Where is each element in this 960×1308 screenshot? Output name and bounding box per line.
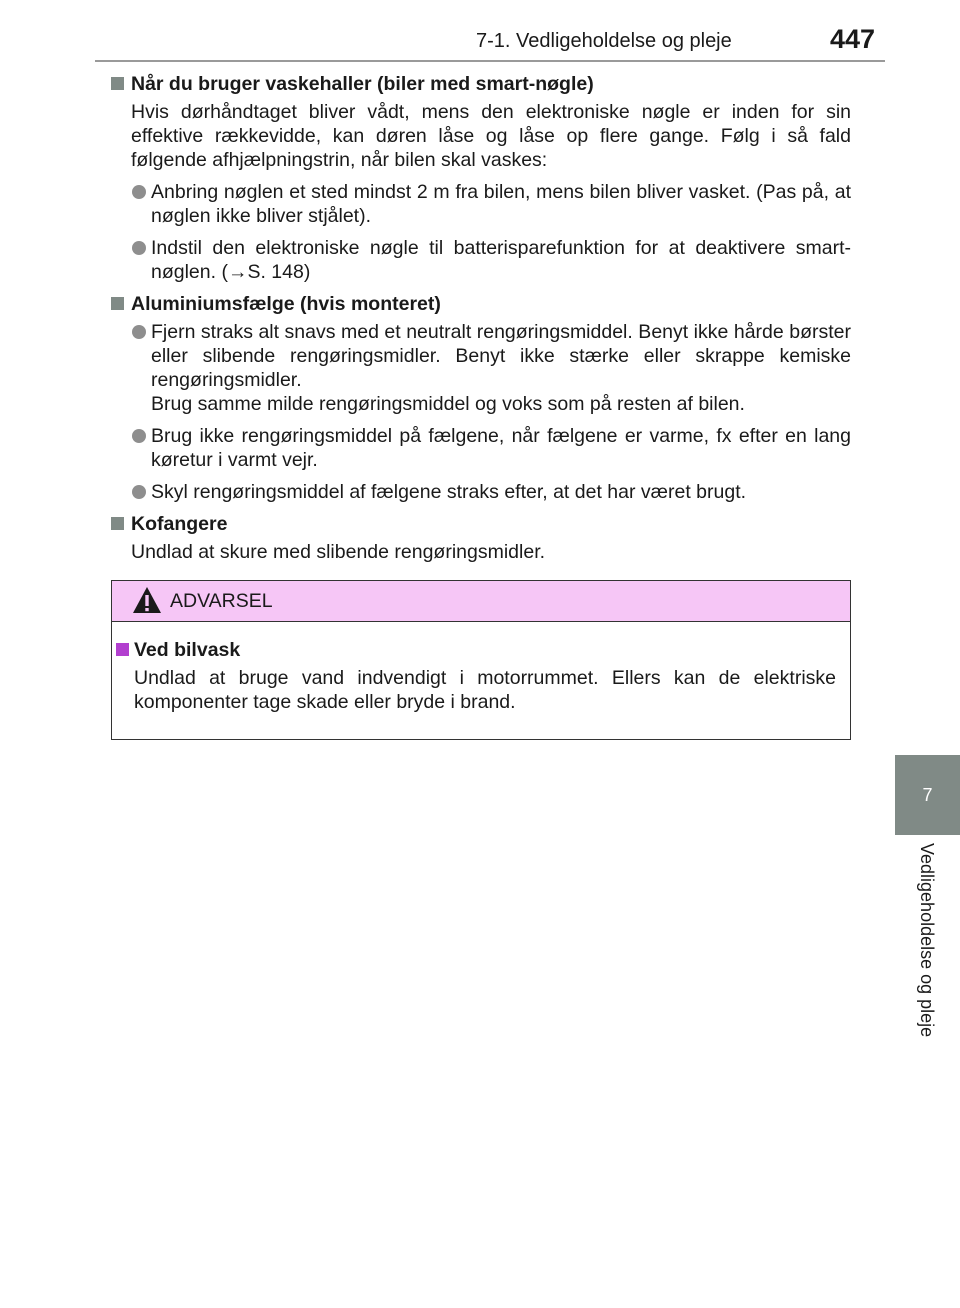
section-heading: Når du bruger vaskehaller (biler med smart-nøgle) bbox=[111, 72, 851, 96]
list-item: Indstil den elektroniske nøgle til batterisparefunktion for at deaktivere smart-nøglen. (→S. 148) bbox=[111, 236, 851, 284]
circle-bullet-icon bbox=[132, 325, 146, 339]
page-number: 447 bbox=[830, 24, 876, 54]
warning-text: Undlad at bruge vand indvendigt i motorrummet. Ellers kan de elektriske komponenter tage skade eller bryde i brand. bbox=[134, 667, 836, 713]
list-item: Fjern straks alt snavs med et neutralt rengøringsmiddel. Benyt ikke hårde børster eller slibende rengøringsmidler. Benyt ikke stærke eller skrappe kemiske rengøringsmidler. Brug samme milde rengøringsmiddel og voks som på resten af bilen. bbox=[111, 320, 851, 416]
section-heading: Kofangere bbox=[111, 512, 851, 536]
chapter-tab bbox=[895, 755, 960, 835]
chapter-label bbox=[895, 835, 960, 1075]
chapter-number: 7 bbox=[922, 784, 933, 805]
square-bullet-icon bbox=[111, 297, 124, 310]
section-title: 7-1. Vedligeholdelse og pleje bbox=[476, 30, 732, 52]
square-bullet-icon bbox=[111, 77, 124, 90]
section-text: Undlad at skure med slibende rengøringsmidler. bbox=[131, 541, 546, 563]
warning-box bbox=[111, 580, 851, 740]
warning-body bbox=[112, 622, 850, 714]
warning-title: ADVARSEL bbox=[170, 590, 273, 612]
section-text: Hvis dørhåndtaget bliver vådt, mens den elektroniske nøgle er inden for sin effektive rækkevidde, kan døren låse og låse op flere gange. Følg i så fald følgende afhjælpningstrin, når bilen skal vaskes: bbox=[131, 101, 851, 171]
circle-bullet-icon bbox=[132, 485, 146, 499]
header-divider bbox=[95, 60, 885, 62]
square-bullet-icon bbox=[111, 517, 124, 530]
circle-bullet-icon bbox=[132, 185, 146, 199]
list-item: Anbring nøglen et sted mindst 2 m fra bilen, mens bilen bliver vasket. (Pas på, at nøglen ikke bliver stjålet). bbox=[111, 180, 851, 228]
circle-bullet-icon bbox=[132, 241, 146, 255]
list-item: Skyl rengøringsmiddel af fælgene straks efter, at det har været brugt. bbox=[111, 480, 851, 504]
section-heading: Aluminiumsfælge (hvis monteret) bbox=[111, 292, 851, 316]
page-header bbox=[0, 0, 960, 62]
warning-triangle-icon bbox=[132, 586, 162, 614]
list-item: Brug ikke rengøringsmiddel på fælgene, når fælgene er varme, fx efter en lang køretur i varmt vejr. bbox=[111, 424, 851, 472]
warning-header bbox=[112, 581, 850, 622]
list-item-extra: Brug samme milde rengøringsmiddel og voks som på resten af bilen. bbox=[151, 393, 745, 415]
square-bullet-icon bbox=[116, 643, 129, 656]
circle-bullet-icon bbox=[132, 429, 146, 443]
chapter-label-text: Vedligeholdelse og pleje bbox=[916, 843, 937, 1038]
warning-heading: Ved bilvask bbox=[114, 638, 836, 662]
page-content bbox=[111, 72, 851, 572]
